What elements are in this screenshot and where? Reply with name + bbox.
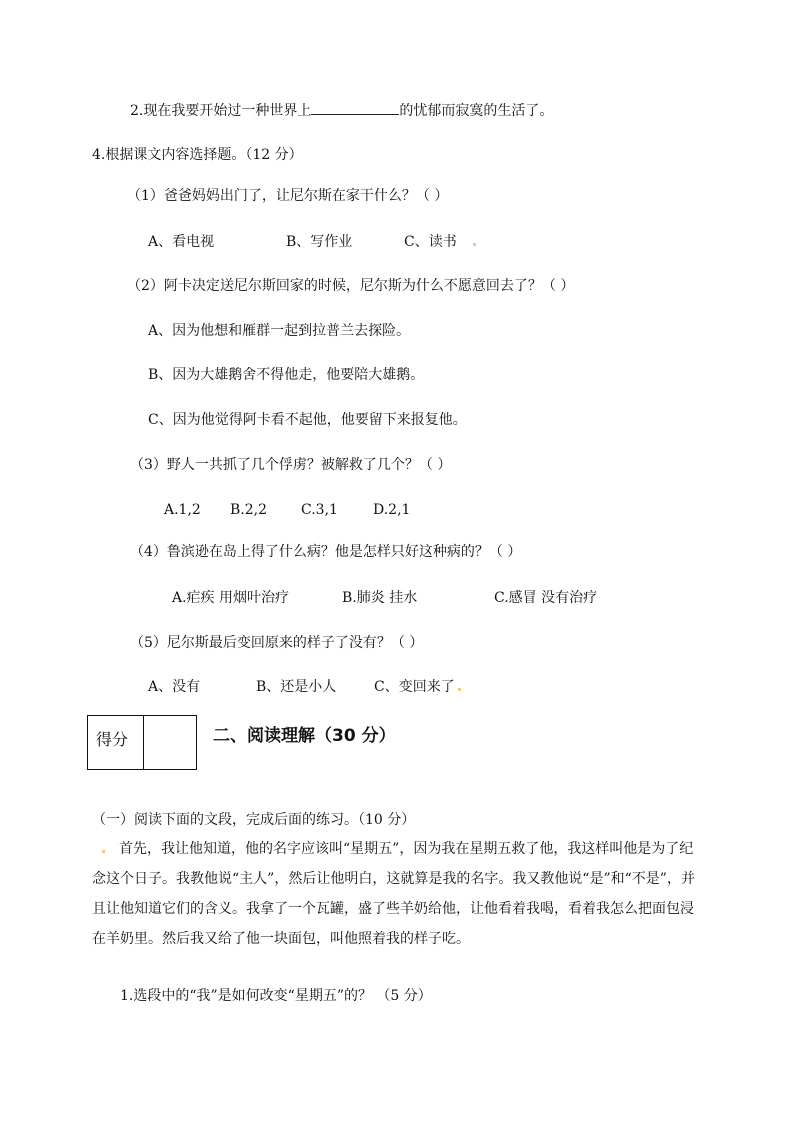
score-box	[87, 715, 197, 770]
mark-dot	[458, 688, 461, 691]
q4-1-option-b[interactable]: B、写作业	[286, 234, 353, 250]
q4-1-option-c[interactable]	[404, 232, 476, 252]
q2-line	[130, 100, 553, 121]
q4-3-stem: （3）野人一共抓了几个俘虏？被解救了几个？（ ）	[130, 457, 452, 473]
reading-one-passage	[92, 834, 704, 954]
q4-1-stem: （1）爸爸妈妈出门了，让尼尔斯在家干什么？（ ）	[127, 188, 449, 204]
q4-2-option-b[interactable]: B、因为大雄鹅舍不得他走，他要陪大雄鹅。	[148, 367, 425, 383]
q4-3-option-a[interactable]: A.1,2	[164, 502, 201, 518]
q4-5-stem: （5）尼尔斯最后变回原来的样子了没有？（ ）	[130, 635, 424, 651]
q4-1-option-c-label: C、读书	[404, 234, 457, 250]
q4-4-option-b[interactable]: B.肺炎 挂水	[342, 590, 418, 606]
q2-blank[interactable]	[311, 100, 399, 115]
q4-5-option-a[interactable]: A、没有	[148, 679, 201, 695]
q4-3-option-c[interactable]: C.3,1	[301, 502, 338, 518]
mark-dot	[102, 850, 105, 853]
section-two-title: 二、阅读理解（30 分）	[213, 726, 396, 746]
reading-one-paragraph-text: 首先，我让他知道，他的名字应该叫“星期五”，因为我在星期五救了他，我这样叫他是为了纪念这个日子。我教他说“主人”，然后让他明白，这就算是我的名字。我又教他说“是”和“不是”，并且让他知道它们的含义。我拿了一个瓦罐，盛了些羊奶给他，让他看着我喝，看着我怎么把面包浸在羊奶里。然后我又给了他一块面包，叫他照着我的样子吃。	[92, 841, 695, 947]
q4-4-option-a[interactable]: A.疟疾 用烟叶治疗	[172, 590, 290, 606]
q4-4-option-c[interactable]: C.感冒 没有治疗	[494, 590, 598, 606]
reading-one-heading: （一）阅读下面的文段，完成后面的练习。（10 分）	[92, 812, 416, 828]
q4-2-stem: （2）阿卡决定送尼尔斯回家的时候，尼尔斯为什么不愿意回去了？（ ）	[127, 278, 575, 294]
mark-dot	[473, 243, 476, 246]
q2-text-before: 2.现在我要开始过一种世界上	[130, 103, 312, 119]
q2-text-after: 的忧郁而寂寞的生活了。	[399, 103, 554, 119]
q4-5-option-c-label: C、变回来了	[374, 679, 455, 695]
q4-1-option-a[interactable]: A、看电视	[148, 234, 215, 250]
q4-2-option-c[interactable]: C、因为他觉得阿卡看不起他，他要留下来报复他。	[148, 412, 467, 428]
q4-2-option-a[interactable]: A、因为他想和雁群一起到拉普兰去探险。	[148, 323, 411, 339]
q4-3-option-b[interactable]: B.2,2	[230, 502, 268, 518]
q4-title: 4.根据课文内容选择题。（12 分）	[92, 147, 303, 163]
reading-one-question-1: 1.选段中的“我”是如何改变“星期五”的？ （5 分）	[120, 988, 432, 1004]
q4-5-option-b[interactable]: B、还是小人	[256, 679, 337, 695]
q4-4-stem: （4）鲁滨逊在岛上得了什么病？他是怎样只好这种病的？（ ）	[130, 544, 522, 560]
q4-3-option-d[interactable]: D.2,1	[373, 502, 411, 518]
q4-5-option-c[interactable]	[374, 677, 461, 697]
score-label: 得分	[96, 730, 129, 749]
score-value-cell[interactable]	[144, 716, 197, 769]
